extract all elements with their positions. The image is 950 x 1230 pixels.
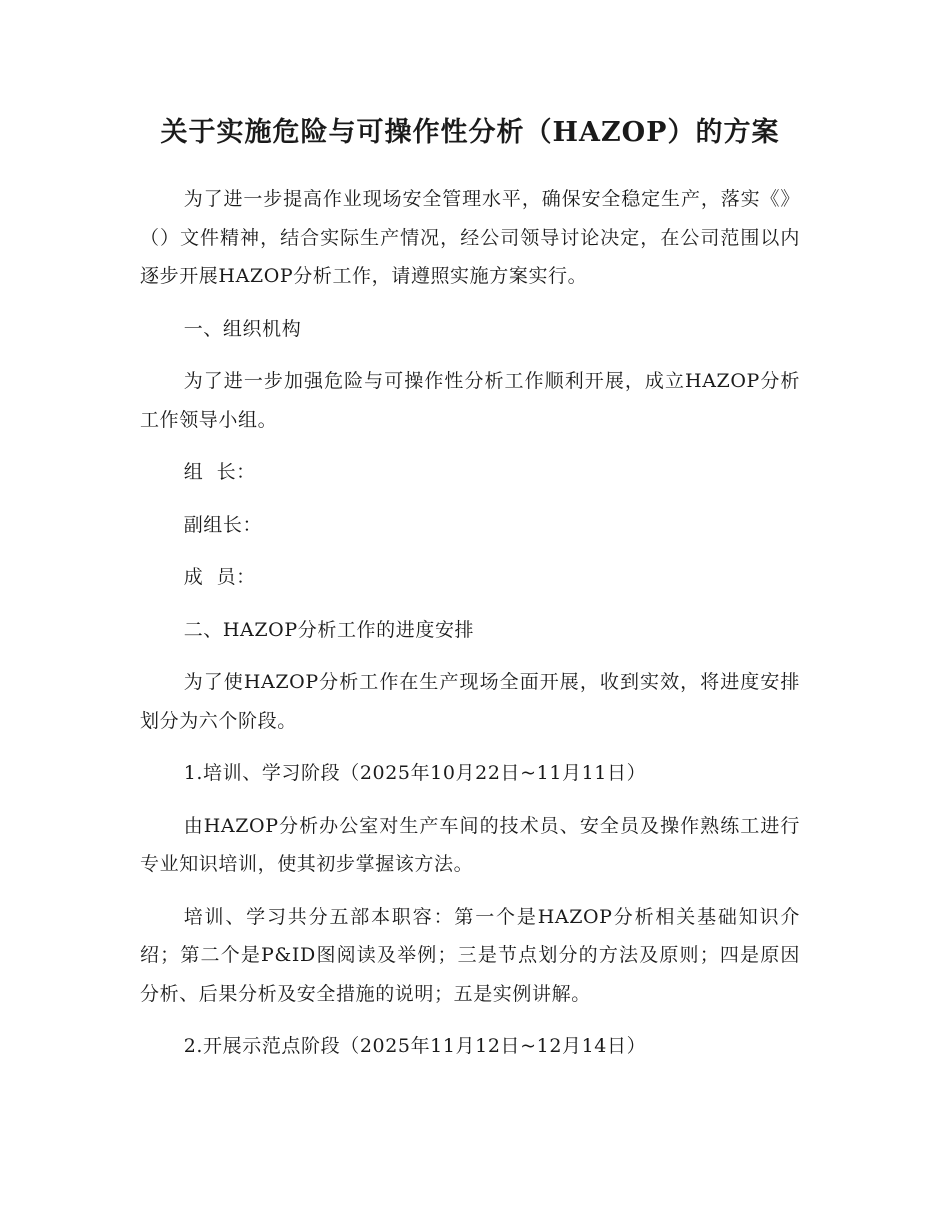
- section-heading-organization: 一、组织机构: [183, 317, 302, 340]
- organization-paragraph: 为了进一步加强危险与可操作性分析工作顺利开展，成立HAZOP分析工作领导小组。: [140, 370, 800, 431]
- team-leader-line: 组 长：: [183, 461, 256, 483]
- training-content-paragraph: 培训、学习共分五部本职容：第一个是HAZOP分析相关基础知识介绍；第二个是P&ID图阅读及举例；三是节点划分的方法及原则；四是原因分析、后果分析及安全措施的说明；五是实例讲解。: [140, 905, 800, 1005]
- schedule-paragraph: 为了使HAZOP分析工作在生产现场全面开展，收到实效，将进度安排划分为六个阶段。: [140, 671, 800, 732]
- phase-1-heading: 1.培训、学习阶段（2025年10月22日~11月11日）: [183, 762, 647, 784]
- deputy-leader-line: 副组长：: [183, 513, 263, 536]
- section-heading-schedule: 二、HAZOP分析工作的进度安排: [183, 618, 475, 641]
- phase-1-paragraph: 由HAZOP分析办公室对生产车间的技术员、安全员及操作熟练工进行专业知识培训，使其初步掌握该方法。: [140, 814, 800, 875]
- members-line: 成 员：: [183, 566, 256, 588]
- document-title: 关于实施危险与可操作性分析（HAZOP）的方案: [160, 117, 780, 148]
- phase-2-heading: 2.开展示范点阶段（2025年11月12日~12月14日）: [183, 1035, 647, 1057]
- document-page: [140, 108, 800, 1066]
- intro-paragraph: 为了进一步提高作业现场安全管理水平，确保安全稳定生产，落实《》（）文件精神，结合实际生产情况，经公司领导讨论决定，在公司范围以内逐步开展HAZOP分析工作，请遵照实施方案实行。: [140, 188, 800, 287]
